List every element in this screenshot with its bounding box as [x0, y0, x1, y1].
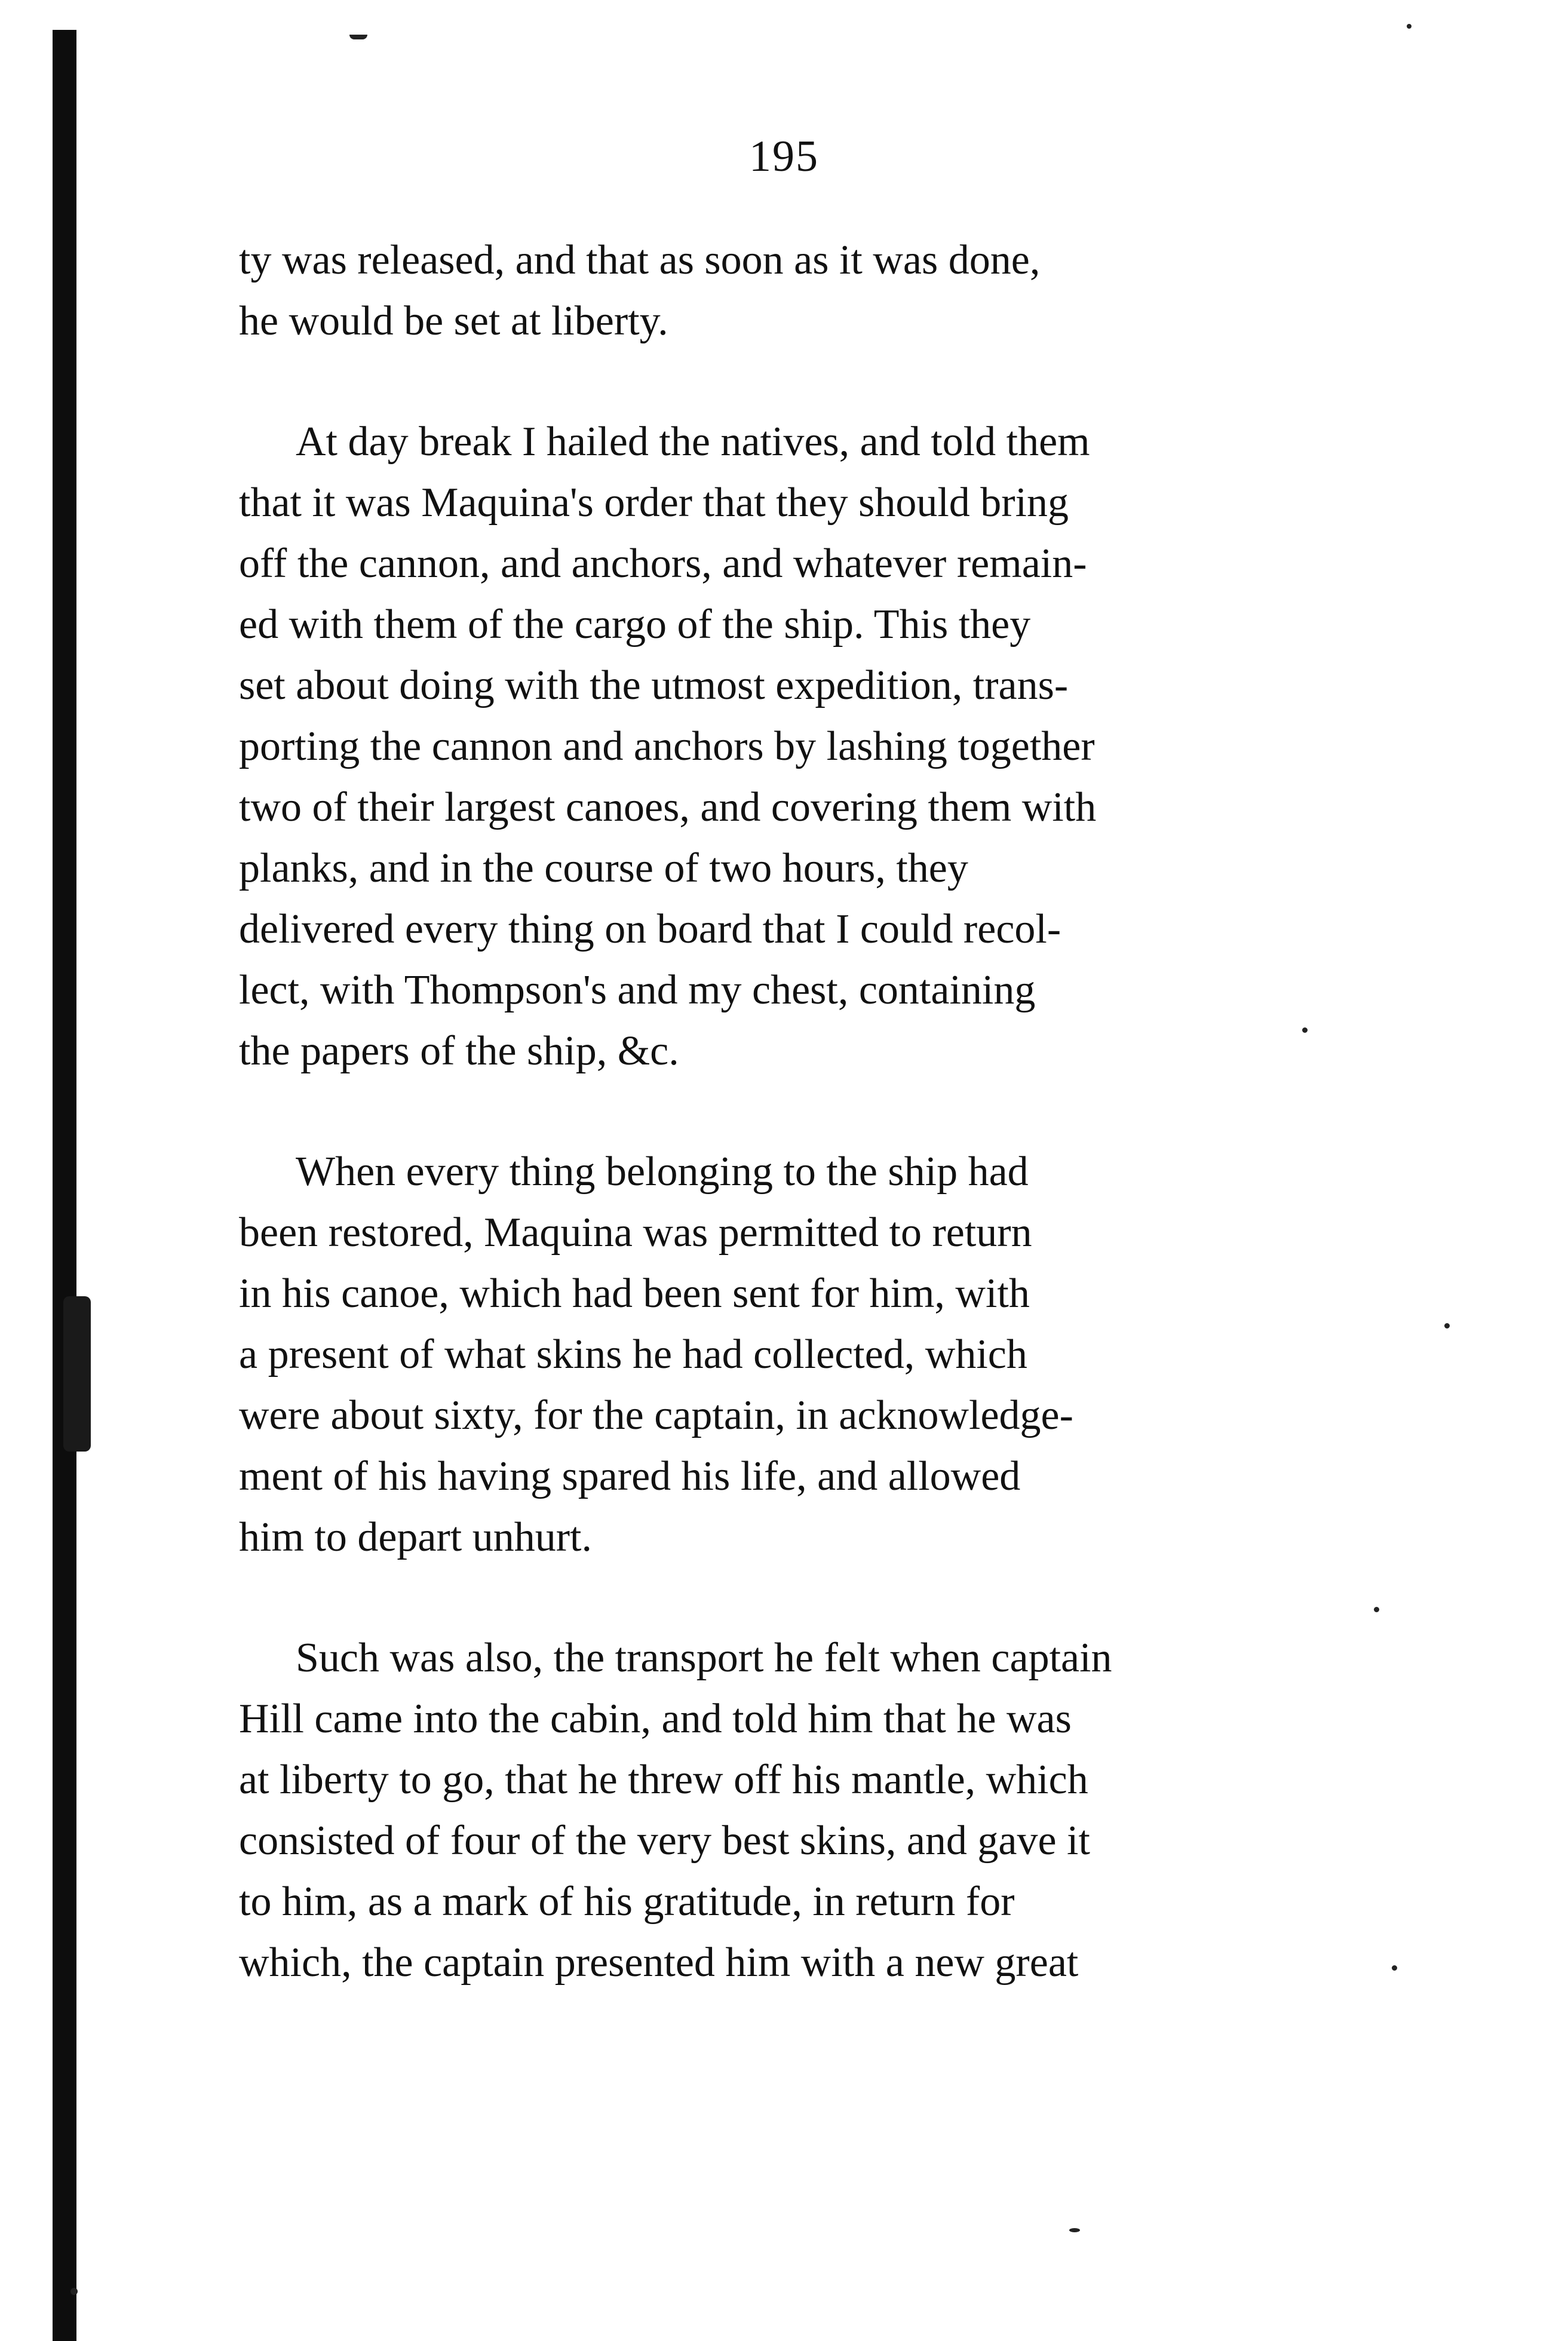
- text-line: ment of his having spared his life, and allowed: [239, 1453, 1021, 1499]
- text-line: lect, with Thompson's and my chest, containing: [239, 967, 1036, 1013]
- text-line: porting the cannon and anchors by lashing together: [239, 723, 1095, 769]
- paragraph-3: [239, 1142, 1272, 1568]
- text-line: a present of what skins he had collected, which: [239, 1331, 1027, 1377]
- page-number: 195: [749, 132, 819, 181]
- text-line: At day break I hailed the natives, and told them: [296, 419, 1090, 465]
- paragraph-1: [239, 230, 1272, 352]
- text-line: Such was also, the transport he felt when captain: [296, 1635, 1112, 1681]
- text-line: to him, as a mark of his gratitude, in return for: [239, 1879, 1015, 1925]
- text-line: the papers of the ship, &c.: [239, 1028, 679, 1074]
- text-line: When every thing belonging to the ship had: [296, 1149, 1029, 1195]
- text-line: ty was released, and that as soon as it was done,: [239, 237, 1041, 283]
- text-line: were about sixty, for the captain, in acknowledge-: [239, 1392, 1073, 1438]
- text-line: him to depart unhurt.: [239, 1514, 593, 1560]
- text-line: delivered every thing on board that I could recol-: [239, 906, 1061, 952]
- text-line: Hill came into the cabin, and told him that he was: [239, 1696, 1072, 1742]
- text-line: planks, and in the course of two hours, they: [239, 845, 968, 891]
- text-line: which, the captain presented him with a new great: [239, 1940, 1079, 1986]
- text-line: in his canoe, which had been sent for him, with: [239, 1271, 1030, 1317]
- page-body: [239, 230, 1272, 2053]
- text-line: consisted of four of the very best skins, and gave it: [239, 1818, 1090, 1864]
- page-binding-edge: [53, 30, 76, 2341]
- text-line: ed with them of the cargo of the ship. This they: [239, 602, 1031, 648]
- paragraph-2: [239, 412, 1272, 1082]
- paragraph-4: [239, 1628, 1272, 1993]
- text-line: set about doing with the utmost expedition, trans-: [239, 662, 1069, 708]
- text-line: off the cannon, and anchors, and whatever remain-: [239, 541, 1087, 587]
- text-line: that it was Maquina's order that they should bring: [239, 480, 1069, 526]
- text-line: at liberty to go, that he threw off his mantle, which: [239, 1757, 1088, 1803]
- text-line: been restored, Maquina was permitted to return: [239, 1210, 1032, 1256]
- text-line: two of their largest canoes, and covering them with: [239, 784, 1097, 830]
- text-line: he would be set at liberty.: [239, 298, 668, 344]
